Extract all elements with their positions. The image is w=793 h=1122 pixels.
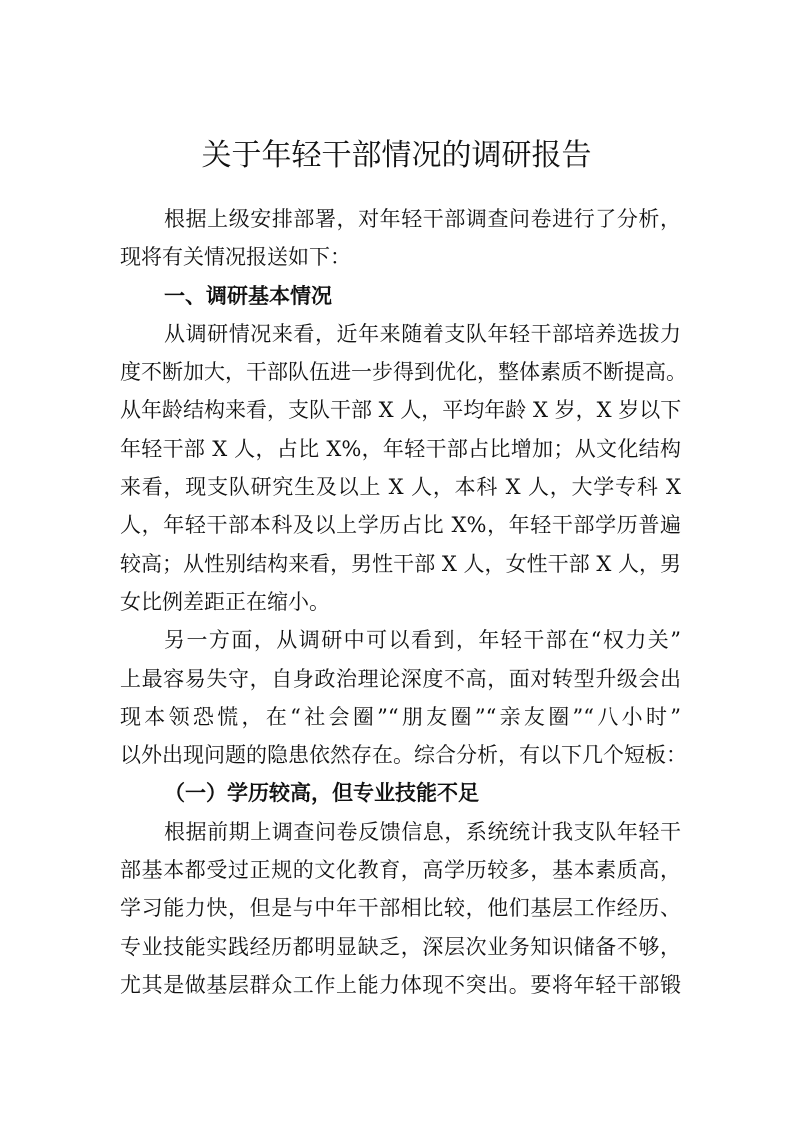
paragraph-line: 女比例差距正在缩小。 — [120, 589, 330, 614]
paragraph-line: 现将有关情况报送如下： — [120, 245, 351, 270]
subsection-heading: （一）学历较高，但专业技能不足 — [164, 780, 479, 806]
paragraph-line: 专业技能实践经历都明显缺乏，深层次业务知识储备不够， — [120, 934, 681, 959]
paragraph-line: 度不断加大，干部队伍进一步得到优化，整体素质不断提高。 — [120, 360, 687, 385]
paragraph-line: 根据上级安排部署，对年轻干部调查问卷进行了分析， — [164, 207, 681, 231]
paragraph-line: 部基本都受过正规的文化教育，高学历较多，基本素质高， — [120, 858, 681, 883]
paragraph-line: 尤其是做基层群众工作上能力体现不突出。要将年轻干部锻 — [120, 972, 681, 997]
paragraph-line: 人，年轻干部本科及以上学历占比 X%，年轻干部学历普遍 — [120, 513, 681, 538]
paragraph-line: 以外出现问题的隐患依然存在。综合分析，有以下几个短板： — [120, 743, 687, 768]
section-heading: 一、调研基本情况 — [164, 283, 332, 308]
paragraph-line: 年轻干部 X 人，占比 X%，年轻干部占比增加；从文化结构 — [120, 436, 681, 461]
paragraph-line: 现本领恐慌，在“社会圈”“朋友圈”“亲友圈”“八小时” — [120, 704, 681, 729]
paragraph-line: 学习能力快，但是与中年干部相比较，他们基层工作经历、 — [120, 896, 681, 921]
document-body — [120, 200, 687, 1004]
paragraph-line: 从调研情况来看，近年来随着支队年轻干部培养选拔力 — [164, 321, 681, 346]
document-title: 关于年轻干部情况的调研报告 — [201, 138, 592, 173]
paragraph-line: 根据前期上调查问卷反馈信息，系统统计我支队年轻干 — [164, 819, 681, 844]
paragraph-line: 另一方面，从调研中可以看到，年轻干部在“权力关” — [164, 628, 681, 653]
paragraph-line: 较高；从性别结构来看，男性干部 X 人，女性干部 X 人，男 — [120, 551, 681, 576]
paragraph-line: 上最容易失守，自身政治理论深度不高，面对转型升级会出 — [120, 666, 681, 691]
paragraph-line: 从年龄结构来看，支队干部 X 人，平均年龄 X 岁，X 岁以下 — [120, 398, 682, 423]
paragraph-line: 来看，现支队研究生及以上 X 人，本科 X 人，大学专科 X — [120, 475, 681, 500]
